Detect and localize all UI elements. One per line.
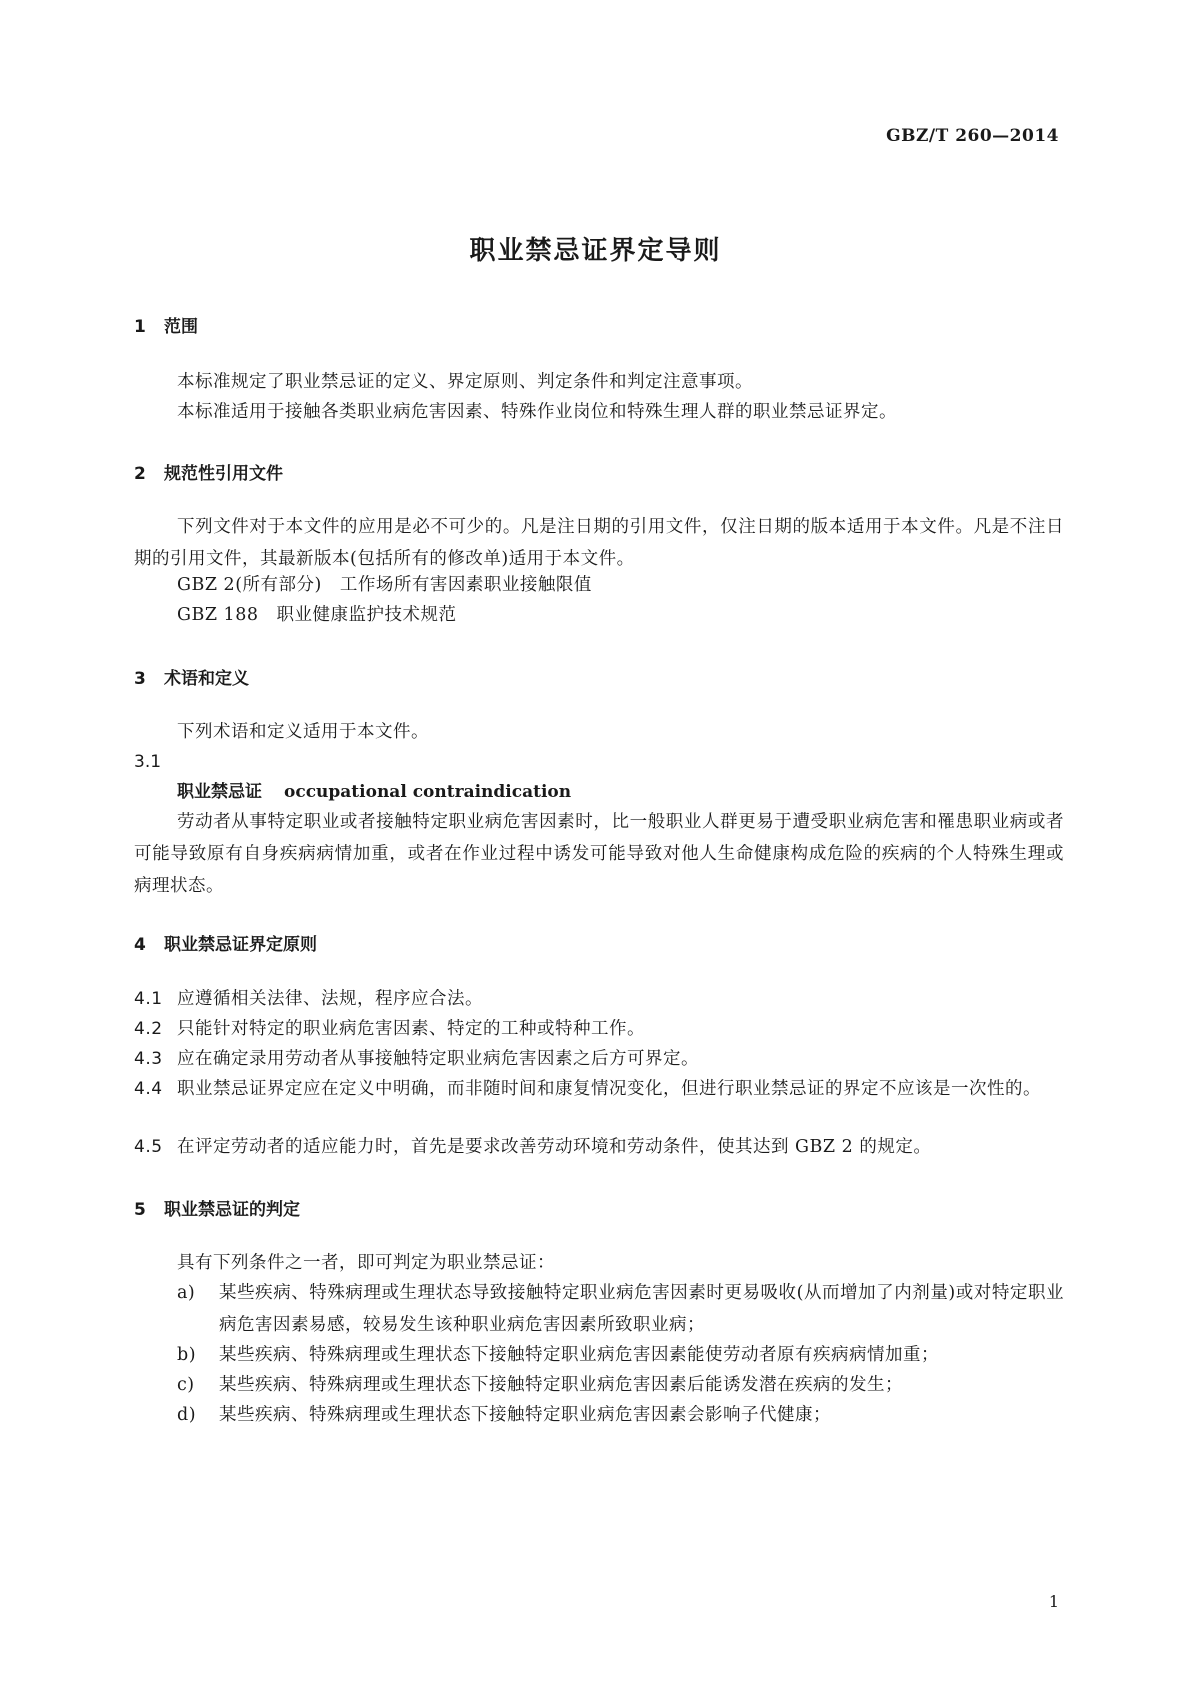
section-5-paragraph-1: 具有下列条件之一者，即可判定为职业禁忌证： [177,1253,555,1273]
clause-text: 在评定劳动者的适应能力时，首先是要求改善劳动环境和劳动条件，使其达到 GBZ 2 的规定。 [177,1137,932,1157]
normative-reference-2: GBZ 188 职业健康监护技术规范 [177,605,457,625]
normative-reference-1: GBZ 2(所有部分) 工作场所有害因素职业接触限值 [177,575,592,595]
section-number: 4 [134,935,146,955]
clause-4-3 [134,1043,1064,1075]
section-title: 职业禁忌证的判定 [164,1200,300,1220]
list-text: 某些疾病、特殊病理或生理状态下接触特定职业病危害因素能使劳动者原有疾病病情加重； [219,1345,939,1365]
section-5-heading [134,1195,300,1220]
clause-text: 应在确定录用劳动者从事接触特定职业病危害因素之后方可界定。 [177,1049,699,1069]
section-number: 3 [134,669,146,689]
clause-text: 职业禁忌证界定应在定义中明确，而非随时间和康复情况变化，但进行职业禁忌证的界定不应该是一次性的。 [177,1079,1041,1099]
section-1-heading [134,312,198,337]
list-text: 某些疾病、特殊病理或生理状态下接触特定职业病危害因素会影响子代健康； [219,1405,831,1425]
section-2-heading [134,459,283,484]
section-number: 5 [134,1200,146,1220]
term-english: occupational contraindication [284,782,572,802]
clause-number: 4.1 [134,989,163,1009]
clause-4-4 [134,1073,1064,1105]
clause-number: 4.4 [134,1079,163,1099]
section-title: 职业禁忌证界定原则 [164,935,317,955]
term-chinese: 职业禁忌证 [177,782,262,802]
list-text: 某些疾病、特殊病理或生理状态导致接触特定职业病危害因素时更易吸收(从而增加了内剂量)或对特定职业病危害因素易感，较易发生该种职业病危害因素所致职业病； [219,1283,1064,1335]
list-label: b) [177,1345,197,1365]
list-label: a) [177,1283,196,1303]
list-text: 某些疾病、特殊病理或生理状态下接触特定职业病危害因素后能诱发潜在疾病的发生； [219,1375,903,1395]
section-1-paragraph-2: 本标准适用于接触各类职业病危害因素、特殊作业岗位和特殊生理人群的职业禁忌证界定。 [177,402,897,422]
section-title: 范围 [164,317,198,337]
list-item-a [177,1277,1064,1341]
list-item-d [177,1399,1064,1431]
clause-number: 4.2 [134,1019,163,1039]
list-item-c [177,1369,1064,1401]
section-title: 术语和定义 [164,669,249,689]
section-3-heading [134,664,249,689]
clause-text: 只能针对特定的职业病危害因素、特定的工种或特种工作。 [177,1019,645,1039]
term-entry [177,776,571,808]
page-number: 1 [1048,1592,1059,1611]
document-title: 职业禁忌证界定导则 [469,236,722,266]
list-label: d) [177,1405,197,1425]
subclause-number: 3.1 [134,752,162,772]
section-2-paragraph-1: 下列文件对于本文件的应用是必不可少的。凡是注日期的引用文件，仅注日期的版本适用于本文件。凡是不注日期的引用文件，其最新版本(包括所有的修改单)适用于本文件。 [134,517,1064,569]
section-number: 1 [134,317,146,337]
term-definition: 劳动者从事特定职业或者接触特定职业病危害因素时，比一般职业人群更易于遭受职业病危害和罹患职业病或者可能导致原有自身疾病病情加重，或者在作业过程中诱发可能导致对他人生命健康构成危险的疾病的个人特殊生理或病理状态。 [134,812,1064,896]
clause-4-1 [134,983,1064,1015]
section-3-paragraph-1: 下列术语和定义适用于本文件。 [177,722,429,742]
section-title: 规范性引用文件 [164,464,283,484]
standard-code: GBZ/T 260—2014 [886,126,1059,146]
list-item-b [177,1339,1064,1371]
clause-4-2 [134,1013,1064,1045]
clause-number: 4.3 [134,1049,163,1069]
list-label: c) [177,1375,195,1395]
section-number: 2 [134,464,146,484]
clause-4-5 [134,1131,1064,1163]
section-1-paragraph-1: 本标准规定了职业禁忌证的定义、界定原则、判定条件和判定注意事项。 [177,372,753,392]
clause-number: 4.5 [134,1137,163,1157]
section-4-heading [134,930,317,955]
clause-text: 应遵循相关法律、法规，程序应合法。 [177,989,483,1009]
